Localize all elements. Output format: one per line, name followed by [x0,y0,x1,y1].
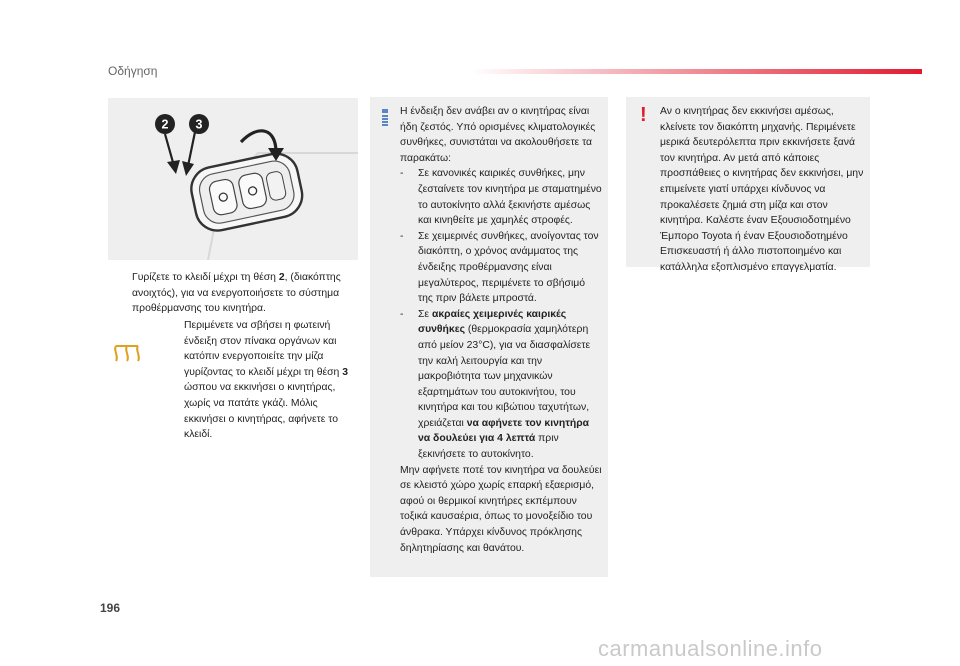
callout-2: 2 [161,117,169,132]
info-box [370,97,608,577]
warning-box [626,97,870,273]
step-turn-key [112,270,362,317]
info-content [400,104,602,556]
watermark: carmanualsonline.info [598,636,823,661]
step-start-engine [164,318,356,443]
info-icon [382,109,388,127]
header-accent-bar [470,69,922,74]
car-key-icon [108,98,358,260]
page-number: 196 [100,601,121,615]
step-start-engine-text: Περιμένετε να σβήσει η φωτεινή ένδειξη στον πίνακα οργάνων και κατόπιν ενεργοποιείτε την μίζα γυρίζοντας το κλειδί μέχρι τη θέση 3 ώσπου να εκκινήσει ο κινητήρας, χωρίς να πατάτε γκάζι. Μόλις εκκινήσει ο κινητήρας, αφήνετε το κλειδί. [184,320,348,441]
callout-3: 3 [195,117,203,132]
warning-exclamation-icon: ! [640,104,647,126]
glow-plug-preheat-icon [112,344,142,362]
section-title: Οδήγηση [108,64,158,78]
key-ignition-illustration [108,98,358,260]
info-item-winter: - Σε χειμερινές συνθήκες, ανοίγοντας τον διακόπτη, ο χρόνος ανάμματος της ένδειξης προθέρμανσης είναι μεγαλύτερος, περιμένετε το σβήσιμό της πριν βάλετε μπροστά. [400,230,599,305]
info-intro: Η ένδειξη δεν ανάβει αν ο κινητήρας είναι ήδη ζεστός. Υπό ορισμένες κλιματολογικές συνθήκες, συνιστάται να ακολουθήσετε τα παρακάτω: [400,106,596,164]
step-turn-key-text: Γυρίζετε το κλειδί μέχρι τη θέση 2, (διακόπτης ανοιχτός), για να ενεργοποιήσετε το σύστημα προθέρμανσης του κινητήρα. [132,272,341,315]
info-item-extreme-winter: - Σε ακραίες χειμερινές καιρικές συνθήκες (θερμοκρασία χαμηλότερη από μείον 23°C), για να διασφαλίσετε την καλή λειτουργία και την μακροβιότητα των μηχανικών εξαρτημάτων του αυτοκινήτου, του κινητήρα και του κιβώτιου ταχυτήτων, χρειάζεται να αφήνετε τον κινητήρα να δουλεύει για 4 λεπτά πριν ξεκινήσετε το αυτοκίνητο. [400,308,591,461]
warning-text: Αν ο κινητήρας δεν εκκινήσει αμέσως, κλείνετε τον διακόπτη μηχανής. Περιμένετε μερικά δευτερόλεπτα πριν εκκινήσετε ξανά τον κινητήρα. Αν μετά από κάποιες προσπάθειες ο κινητήρας δεν εκκινήσει, μην επιμείνετε γιατί υπάρχει κίνδυνος να προκαλέσετε ζημιά στη μίζα και στον κινητήρα. Καλέστε έναν Εξουσιοδοτημένο Έμπορο Toyota ή έναν Εξουσιοδοτημένο Επισκευαστή ή άλλο πιστοποιημένο και κατάλληλα εξοπλισμένο επαγγελματία. [660,106,864,273]
info-item-normal: - Σε κανονικές καιρικές συνθήκες, μην ζεσταίνετε τον κινητήρα με σταματημένο το αυτοκίνητο αλλά ξεκινήστε αμέσως και κινηθείτε με χαμηλές στροφές. [400,168,602,227]
info-outro: Μην αφήνετε ποτέ τον κινητήρα να δουλεύει σε κλειστό χώρο χωρίς επαρκή εξαερισμό, αφού οι θερμικοί κινητήρες εκπέμπουν τοξικά καυσαέρια, όπως το μονοξείδιο του άνθρακα. Υπάρχει κίνδυνος πρόκλησης δηλητηρίασης και θανάτου. [400,464,602,554]
